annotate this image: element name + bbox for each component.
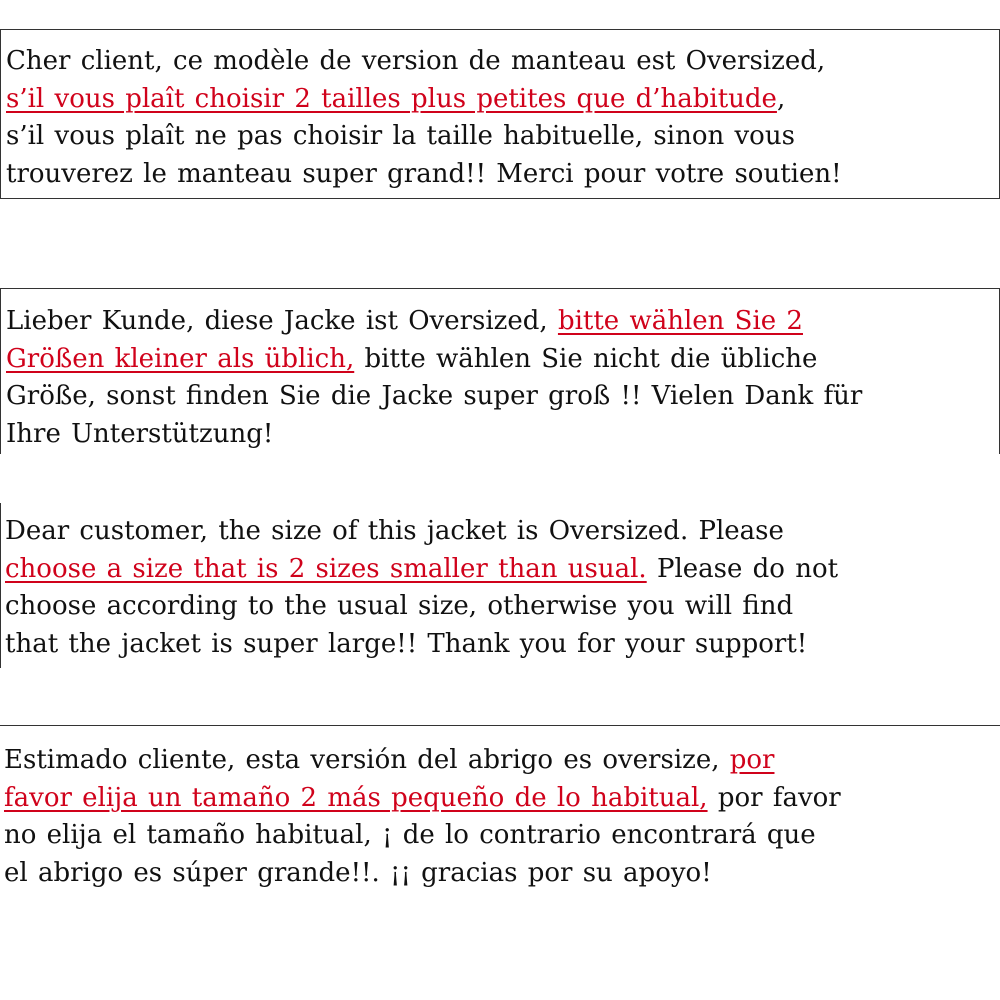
notice-text: bitte wählen Sie nicht die übliche xyxy=(354,343,818,374)
notice-text: Dear customer, the size of this jacket is Oversized. Please xyxy=(5,516,784,546)
notice-text: Lieber Kunde, diese Jacke ist Oversized, xyxy=(6,306,558,336)
notice-line xyxy=(6,43,999,81)
notice-text: Ihre Unterstützung! xyxy=(6,418,274,449)
notice-text: por favor xyxy=(707,782,841,813)
notice-text: s’il vous plaît ne pas choisir la taille habituelle, sinon vous xyxy=(6,121,795,151)
notice-line xyxy=(4,817,1000,855)
size-advice-highlight: s’il vous plaît choisir 2 tailles plus petites que d’habitude xyxy=(6,83,777,114)
size-advice-highlight: Größen kleiner als üblich, xyxy=(6,343,355,374)
size-advice-highlight: bitte wählen Sie 2 xyxy=(557,306,803,336)
notice-line xyxy=(5,588,1000,626)
notice-text: el abrigo es súper grande!!. ¡¡ gracias por su apoyo! xyxy=(4,857,712,888)
size-notice-spanish xyxy=(0,725,1000,895)
notice-line xyxy=(4,742,1000,780)
size-advice-highlight: choose a size that is 2 sizes smaller than usual. xyxy=(5,553,647,584)
notice-line xyxy=(5,626,1000,664)
notice-line xyxy=(6,81,999,119)
notice-text: Größe, sonst finden Sie die Jacke super groß !! Vielen Dank für xyxy=(6,381,863,411)
notice-line xyxy=(6,378,999,416)
size-advice-highlight: favor elija un tamaño 2 más pequeño de lo habitual, xyxy=(4,782,708,813)
notice-text: Please do not xyxy=(646,553,839,584)
notice-text: no elija el tamaño habitual, ¡ de lo contrario encontrará que xyxy=(4,820,816,850)
notice-line xyxy=(5,551,1000,589)
notice-text: Estimado cliente, esta versión del abrigo es oversize, xyxy=(4,745,730,775)
notice-line xyxy=(6,341,999,379)
notice-text: , xyxy=(776,83,786,114)
notice-line xyxy=(4,855,1000,893)
size-advice-highlight: por xyxy=(729,745,775,775)
notice-text: trouverez le manteau super grand!! Merci pour votre soutien! xyxy=(6,158,842,189)
notice-line xyxy=(6,118,999,156)
notice-line xyxy=(4,780,1000,818)
notice-line xyxy=(6,303,999,341)
notice-text: Cher client, ce modèle de version de manteau est Oversized, xyxy=(6,46,826,76)
size-notice-french xyxy=(0,29,1000,199)
size-notice-english xyxy=(0,503,1000,668)
notice-line xyxy=(6,416,999,454)
notice-text: that the jacket is super large!! Thank you for your support! xyxy=(5,628,808,659)
size-notice-german xyxy=(0,288,1000,454)
notice-line xyxy=(6,156,999,194)
notice-text: choose according to the usual size, otherwise you will find xyxy=(5,591,794,621)
notice-line xyxy=(5,513,1000,551)
